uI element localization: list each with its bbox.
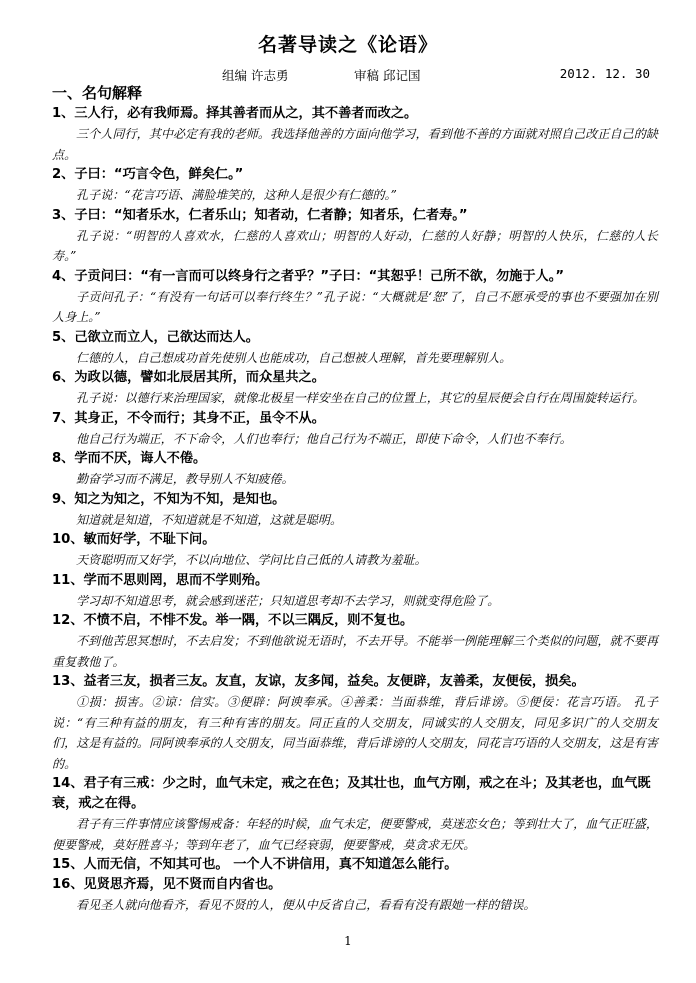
quote-item <box>52 490 658 531</box>
quote-text: 7、其身正，不令而行；其身不正，虽令不从。 <box>52 410 325 426</box>
quote-item <box>52 875 658 916</box>
quote-text: 8、学而不厌，诲人不倦。 <box>52 451 207 466</box>
section-heading: 一、名句解释 <box>52 84 143 102</box>
quote-item <box>52 267 658 328</box>
quote-item <box>52 368 658 409</box>
quote-item <box>52 530 658 571</box>
quote-text: 10、敏而好学，不耻下问。 <box>52 532 216 547</box>
quote-explanation: 子贡问孔子：“有没有一句话可以奉行终生？”孔子说：“大概就是‘恕’了，自己不愿承受的事也不要强加在别人身上。” <box>52 289 658 324</box>
quotes-list <box>52 104 658 916</box>
quote-text: 5、己欲立而立人，己欲达而达人。 <box>52 329 259 345</box>
page-number: 1 <box>344 934 352 948</box>
quote-text: 3、子曰：“知者乐水，仁者乐山；知者动，仁者静；知者乐，仁者寿。” <box>52 207 468 223</box>
quote-text: 13、益者三友，损者三友。友直，友谅，友多闻，益矣。友便辟，友善柔，友便佞，损矣。 <box>52 674 585 689</box>
quote-text: 1、三人行，必有我师焉。择其善者而从之，其不善者而改之。 <box>52 106 418 121</box>
quote-text: 9、知之为知之，不知为不知，是知也。 <box>52 491 286 507</box>
quote-item <box>52 206 658 267</box>
quote-explanation: 他自己行为端正，不下命令，人们也奉行；他自己行为不端正，即使下命令，人们也不奉行。 <box>76 431 572 446</box>
quote-explanation: 学习却不知道思考，就会感到迷茫；只知道思考却不去学习，则就变得危险了。 <box>76 593 500 608</box>
quote-item <box>52 571 658 612</box>
quote-explanation: 天资聪明而又好学，不以向地位、学问比自己低的人请教为羞耻。 <box>76 553 427 567</box>
quote-item <box>52 104 658 165</box>
quote-item <box>52 672 658 774</box>
quote-explanation: 知道就是知道，不知道就是不知道，这就是聪明。 <box>76 512 343 527</box>
quote-item <box>52 611 658 672</box>
quote-explanation: 孔子说：以德行来治理国家，就像北极星一样安坐在自己的位置上，其它的星辰便会自行在周围旋转运行。 <box>76 391 645 405</box>
quote-explanation: 勤奋学习而不满足，教导别人不知疲倦。 <box>76 472 294 486</box>
quote-explanation: 君子有三件事情应该警惕戒备：年轻的时候，血气未定，便要警戒，莫迷恋女色；等到壮大了，血气正旺盛，便要警戒，莫好胜喜斗；等到年老了，血气已经衰弱，便要警戒，莫贪求无厌。 <box>52 817 658 852</box>
quote-text: 16、见贤思齐焉，见不贤而自内省也。 <box>52 877 282 892</box>
quote-text: 15、人而无信，不知其可也。 一个人不讲信用，真不知道怎么能行。 <box>52 857 458 872</box>
quote-item <box>52 855 658 875</box>
reviewer-credit: 审稿 邱记国 <box>354 68 421 83</box>
quote-text: 14、君子有三戒：少之时，血气未定，戒之在色；及其壮也，血气方刚，戒之在斗；及其老也，血气既衰，戒之在得。 <box>52 776 651 811</box>
quote-explanation: 看见圣人就向他看齐，看见不贤的人，便从中反省自己，看看有没有跟她一样的错误。 <box>76 898 536 912</box>
quote-explanation: 孔子说：“明智的人喜欢水，仁慈的人喜欢山；明智的人好动，仁慈的人好静；明智的人快乐，仁慈的人长寿。” <box>52 228 658 263</box>
quote-explanation: 孔子说：“花言巧语、满脸堆笑的，这种人是很少有仁德的。” <box>76 188 397 202</box>
quote-item <box>52 774 658 855</box>
quote-text: 2、子曰：“巧言令色，鲜矣仁。” <box>52 167 244 182</box>
quote-text: 11、学而不思则罔，思而不学则殆。 <box>52 572 269 588</box>
document-date: 2012. 12. 30 <box>559 66 650 81</box>
quote-item <box>52 328 658 369</box>
quote-explanation: 三个人同行，其中必定有我的老师。我选择他善的方面向他学习，看到他不善的方面就对照自己改正自己的缺点。 <box>52 127 658 162</box>
document-title: 名著导读之《论语》 <box>257 34 438 56</box>
editor-credit: 组编 许志勇 <box>222 68 289 83</box>
quote-explanation: 不到他苦思冥想时，不去启发；不到他欲说无语时，不去开导。不能举一例能理解三个类似的问题，就不要再重复教他了。 <box>52 634 658 669</box>
quote-explanation: 仁德的人，自己想成功首先使别人也能成功，自己想被人理解，首先要理解别人。 <box>76 350 512 365</box>
quote-text: 12、不愤不启，不悱不发。举一隅，不以三隅反，则不复也。 <box>52 613 414 628</box>
quote-item <box>52 409 658 450</box>
quote-explanation: ①损：损害。②谅：信实。③便辟：阿谀奉承。④善柔：当面恭维，背后诽谤。⑤便佞：花言巧语。 孔子说：“有三种有益的朋友，有三种有害的朋友。同正直的人交朋友，同诚实的人交朋友，同见多识广的人交朋友们，这是有益的。同阿谀奉承的人交朋友，同当面恭维，背后诽谤的人交朋友，同花言巧语的人交朋友，这是有害的。 <box>52 695 658 771</box>
quote-item <box>52 449 658 490</box>
quote-text: 4、子贡问曰：“有一言而可以终身行之者乎？”子曰：“其恕乎！己所不欲，勿施于人。” <box>52 268 564 284</box>
quote-text: 6、为政以德，譬如北辰居其所，而众星共之。 <box>52 370 325 385</box>
quote-item <box>52 165 658 206</box>
